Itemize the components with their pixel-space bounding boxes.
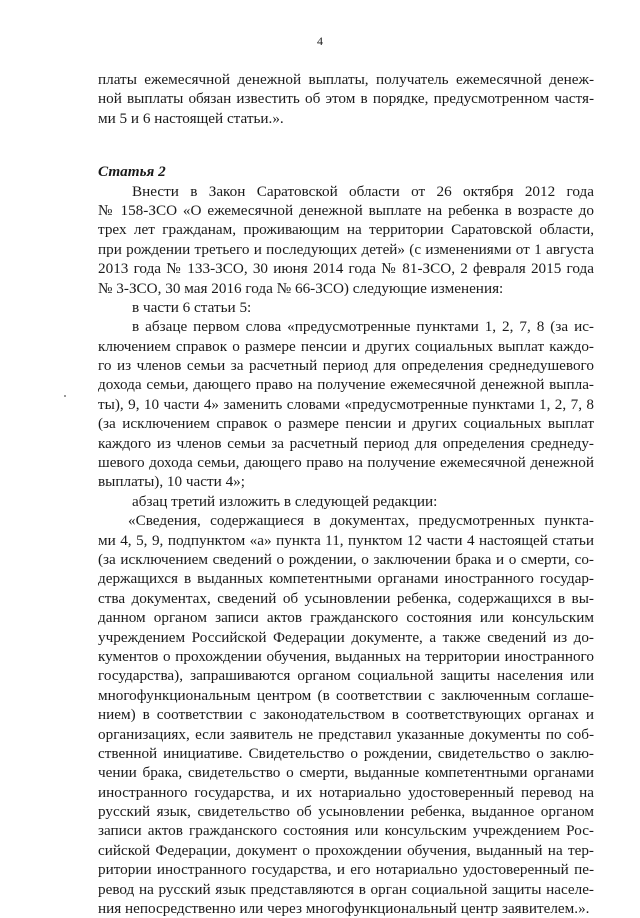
text-line: го из членов семьи за расчетный период для определения среднедушевого: [98, 357, 594, 375]
third-paragraph-line: абзац третий изложить в следующей редакции:: [132, 492, 438, 510]
text-line: многофункциональным центром (в соответствии с заключенным соглаше-: [98, 686, 594, 704]
part-line: в части 6 статьи 5:: [132, 298, 252, 316]
text-line: выплаты), 10 части 4»;: [98, 473, 245, 491]
first-paragraph-change: [98, 317, 594, 492]
text-line: шевого дохода семьи, дающего право на получение ежемесячной денежной: [98, 454, 594, 472]
article-heading: Статья 2: [98, 163, 166, 181]
text-line: платы ежемесячной денежной выплаты, получатель ежемесячной денеж-: [98, 71, 594, 88]
text-line: записи актов гражданского состояния или консульским учреждением Рос-: [98, 822, 594, 840]
quoted-text: [98, 511, 594, 918]
text-line: ства документах, сведений об усыновлении ребенка, содержащихся в вы-: [98, 589, 594, 607]
text-line: «Сведения, содержащиеся в документах, предусмотренных пункта-: [128, 512, 594, 530]
text-line: ты), 9, 10 части 4» заменить словами «предусмотренные пунктами 1, 2, 7, 8: [98, 395, 594, 413]
scan-speck: [64, 395, 66, 397]
text-line: кументов о прохождении обучения, выданных на территории иностранного: [98, 647, 594, 665]
text-line: организациях, если заявитель не представил указанные документы по соб-: [98, 725, 594, 743]
text-line: ственной инициативе. Свидетельство о рождении, свидетельство о заклю-: [98, 744, 594, 762]
text-line: ревод на русский язык представляются в орган социальной защиты населе-: [98, 880, 594, 898]
text-line: при рождении третьего и последующих детей» (с изменениями от 1 августа: [98, 240, 594, 258]
text-line: данном органом записи актов гражданского состояния или консульским: [98, 609, 594, 627]
text-line: русский язык, свидетельство об усыновлении ребенка, выданное органом: [98, 803, 594, 821]
text-line: № 3-ЗСО, 30 мая 2016 года № 66-ЗСО) следующие изменения:: [98, 279, 504, 297]
text-line: иностранного государства, и их нотариально удостоверенный перевод на: [98, 783, 594, 801]
text-line: трех лет гражданам, проживающим на территории Саратовской области,: [98, 221, 594, 239]
text-line: в абзаце первом слова «предусмотренные пунктами 1, 2, 7, 8 (за ис-: [132, 318, 594, 336]
top-paragraph: [98, 70, 594, 128]
page-number: 4: [317, 34, 323, 48]
article-intro: [98, 182, 594, 298]
text-line: нием) в соответствии с законодательством в соответствующих органах и: [98, 706, 594, 724]
text-line: ми 4, 5, 9, подпунктом «а» пункта 11, пунктом 12 части 4 настоящей статьи: [98, 531, 594, 549]
text-line: дохода семьи, дающего право на получение ежемесячной денежной выпла-: [98, 376, 594, 394]
document-body: [98, 70, 594, 918]
text-line: ния непосредственно или через многофункциональный центр заявителем.».: [98, 900, 590, 918]
text-line: Внести в Закон Саратовской области от 26 октября 2012 года: [132, 182, 594, 200]
text-line: ной выплаты обязан известить об этом в порядке, предусмотренном частя-: [98, 90, 594, 108]
text-line: чении брака, свидетельство о смерти, выданные компетентными органами: [98, 764, 594, 782]
text-line: (за исключением справок о размере пенсии и других социальных выплат: [98, 415, 594, 433]
text-line: учреждением Российской Федерации документе, а также сведений из до-: [98, 628, 594, 646]
text-line: 2013 года № 133-ЗСО, 30 июня 2014 года № 81-ЗСО, 2 февраля 2015 года: [98, 260, 594, 278]
text-line: ми 5 и 6 настоящей статьи.».: [98, 109, 284, 127]
text-line: № 158-ЗСО «О ежемесячной денежной выплате на ребенка в возрасте до: [98, 201, 594, 219]
text-line: государства), запрашиваются органом социальной защиты населения или: [98, 667, 594, 685]
text-line: держащихся в выданных компетентными органами иностранного государ-: [98, 570, 594, 588]
text-line: сийской Федерации, документ о прохождении обучения, выданный на тер-: [98, 841, 594, 859]
spacer: [98, 128, 594, 162]
text-line: (за исключением сведений о рождении, о заключении брака и о смерти, со-: [98, 550, 594, 568]
text-line: каждого из членов семьи за расчетный период для определения среднеду-: [98, 434, 594, 452]
text-line: ключением справок о размере пенсии и других социальных выплат каждо-: [98, 337, 594, 355]
text-line: ритории иностранного государства, и его нотариально удостоверенный пе-: [98, 861, 594, 879]
